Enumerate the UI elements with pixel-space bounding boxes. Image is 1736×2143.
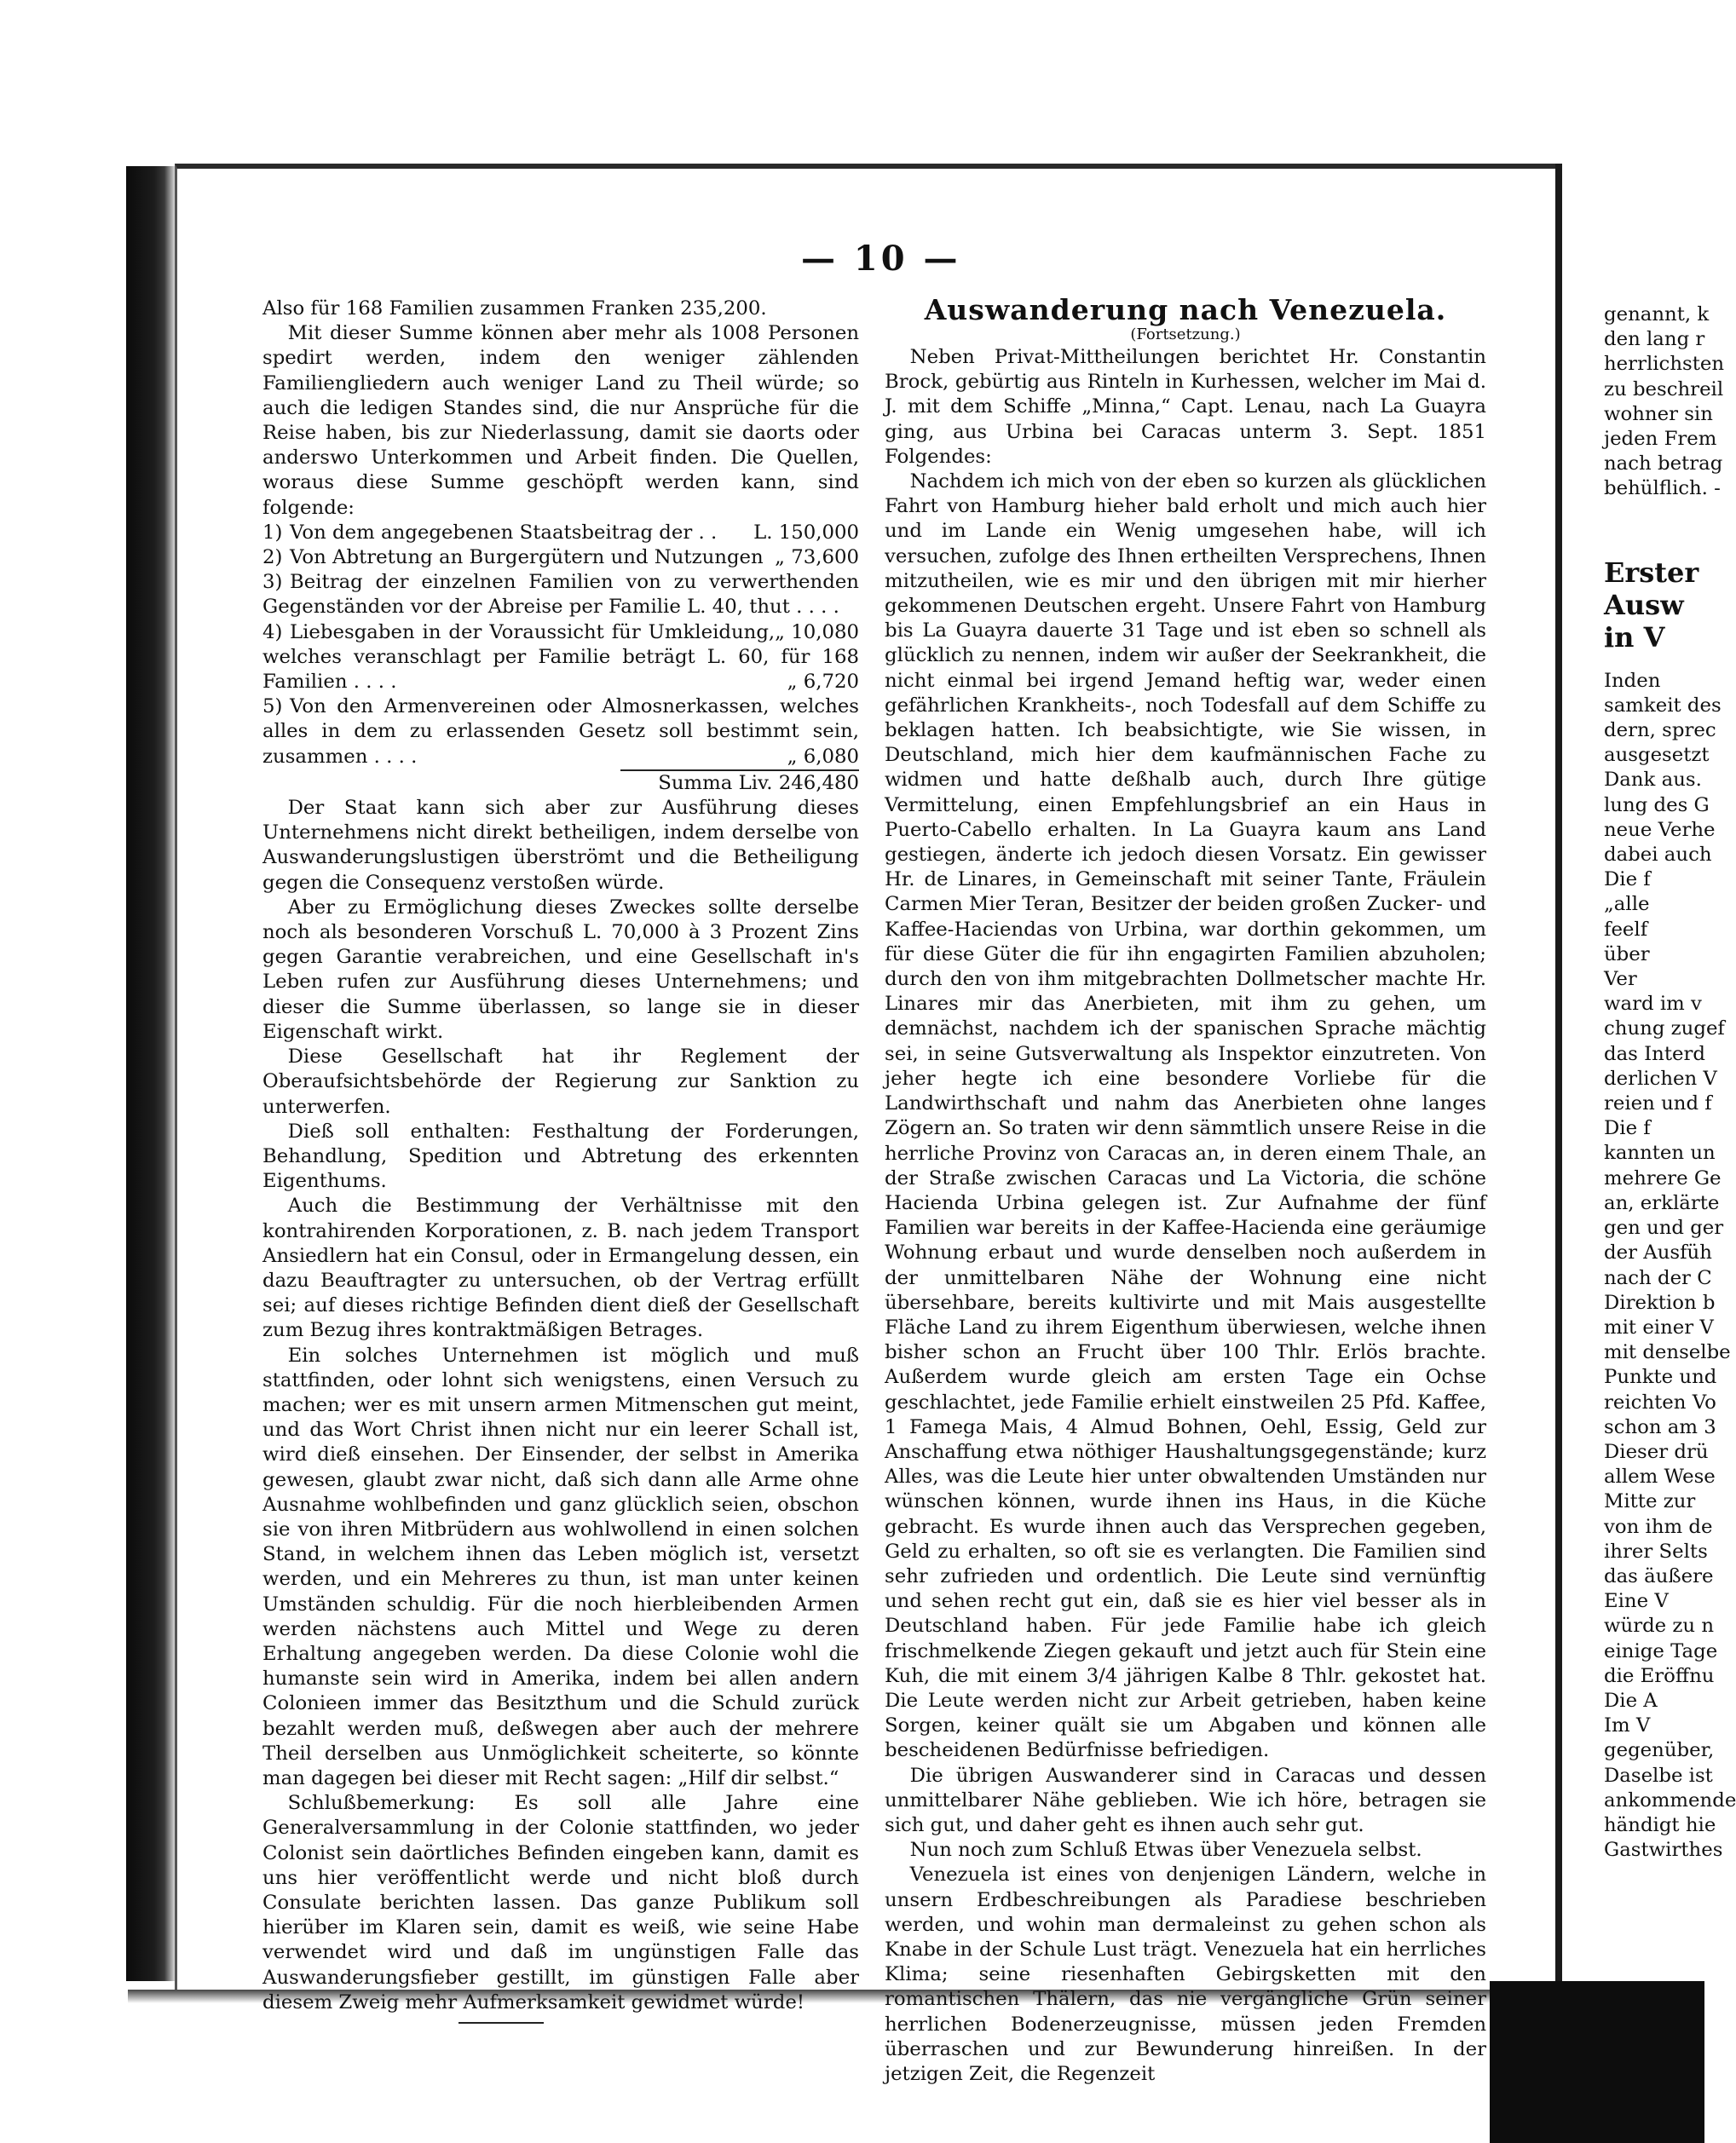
paragraph: Diese Gesellschaft hat ihr Reglement der Oberaufsichtsbehörde der Regierung zur Sanktion zu unterwerfen. xyxy=(262,1046,859,1118)
cropped-heading-line: Erster xyxy=(1604,556,1699,589)
right-column-cropped xyxy=(1604,302,1736,1863)
article-title: Auswanderung nach Venezuela. xyxy=(924,293,1447,326)
list-item: 5) Von den Armenvereinen oder Almosnerkassen, welches alles in dem zu erlassenden Gesetz soll bestimmt sein, zusammen . . . . „ 6,080 xyxy=(262,695,859,768)
sources-list xyxy=(262,521,859,769)
cropped-line: Die f xyxy=(1604,868,1651,891)
sum-line: Summa Liv. 246,480 xyxy=(620,769,859,796)
cropped-line: Dank aus. xyxy=(1604,769,1702,792)
cropped-line: mit einer V xyxy=(1604,1316,1714,1339)
cropped-line: Im V xyxy=(1604,1714,1651,1737)
cropped-line: nach betrag xyxy=(1604,452,1723,475)
cropped-heading-line: in V xyxy=(1604,620,1665,654)
paragraph: Neben Privat-Mittheilungen berichtet Hr. Constantin Brock, gebürtig aus Rinteln in Kurhessen, welcher im Mai d. J. mit dem Schiffe „Minna,“ Capt. Lenau, nach La Guayra ging, aus Urbina bei Caracas unterm 3. Sept. 1851 Folgendes: xyxy=(885,346,1486,468)
cropped-line: nach der C xyxy=(1604,1266,1712,1289)
cropped-line: dabei auch xyxy=(1604,844,1712,867)
cropped-line: mit denselbe xyxy=(1604,1341,1731,1364)
cropped-line: Gastwirthes xyxy=(1604,1839,1723,1862)
cropped-line: den lang r xyxy=(1604,328,1705,351)
paragraph: Dieß soll enthalten: Festhaltung der Forderungen, Behandlung, Spedition und Abtretung des erkennten Eigenthums. xyxy=(262,1120,859,1193)
cropped-line: „alle xyxy=(1604,893,1650,916)
cropped-line: allem Wese xyxy=(1604,1466,1716,1489)
cropped-line: samkeit des xyxy=(1604,694,1722,717)
cropped-line: chung zugef xyxy=(1604,1017,1725,1040)
paragraph: Venezuela ist eines von denjenigen Ländern, welche in unsern Erdbeschreibungen als Paradiese beschrieben werden, und wohin man dermaleinst zu gehen schon als Knabe in der Schule Lust trägt. Venezuela hat ein herrliches Klima; seine riesenhaften Gebirgsketten mit den romantischen Thälern, das nie vergängliche Grün seiner herrlichen Bodenerzeugnisse, müssen jeden Fremden überraschen und zur Bewunderung hinreißen. In der jetzigen Zeit, die Regenzeit xyxy=(885,1864,1486,2086)
cropped-line: ankommende xyxy=(1604,1789,1736,1812)
cropped-line: feelf xyxy=(1604,918,1648,941)
cropped-line: jeden Frem xyxy=(1604,428,1717,451)
paragraph: Nachdem ich mich von der eben so kurzen als glücklichen Fahrt von Hamburg hieher bald erholt und mich auch hier und im Lande ein Wenig umgesehen habe, will ich versuchen, zufolge des Ihnen ertheilten Versprechens, Ihnen mitzutheilen, wie es mir und den übrigen mit mir hierher gekommenen Deutschen ergeht. Unsere Fahrt von Hamburg bis La Guayra dauerte 31 Tage und ist eben so schnell als glücklich zu nennen, indem wir außer der Seekrankheit, die nicht einmal bei irgend Jemand heftig war, weder einen gefährlichen Krankheits-, noch Todesfall auf dem Schiffe zu beklagen hatten. Ich beabsichtigte, wie Sie wissen, in Deutschland, mich hier dem kaufmännischen Fache zu widmen und hatte deßhalb auch, durch Ihre gütige Vermittelung, einen Empfehlungsbrief an ein Haus in Puerto-Cabello erhalten. In La Guayra kaum ans Land gestiegen, änderte ich jedoch diesen Vorsatz. Ein gewisser Hr. de Linares, in Gemeinschaft mit seiner Tante, Fräulein Carmen Mier Teran, Besitzer der beiden großen Zucker- und Kaffee-Haciendas von Urbina, war dorthin gekommen, um für diese Güter die für ihn engagirten Familien abzuholen; durch den von ihm mitgebrachten Dollmetscher machte Hr. Linares mir das Anerbieten, mit ihm zu gehen, um demnächst, nachdem ich der spanischen Sprache mächtig sei, in seine Gutsverwaltung als Inspektor einzutreten. Von jeher hegte ich eine besondere Vorliebe für die Landwirthschaft und nahm das Anerbieten ohne langes Zögern an. So traten wir denn sämmtlich unsere Reise in die herrliche Provinz von Caracas an, in deren einem Thale, an der Straße zwischen Caracas und La Victoria, die schöne Hacienda Urbina gelegen ist. Zur Aufnahme der fünf Familien war bereits in der Kaffee-Hacienda eine geräumige Wohnung erbaut und wurde denselben noch außerdem in der unmittelbaren Nähe der Wohnung eine nicht übersehbare, bereits kultivirte und mit Mais ausgestellte Fläche Land zu ihrem Eigenthum überwiesen, welche ihnen bisher schon an Frucht über 100 Thlr. Erlös brachte. Außerdem wurde gleich am ersten Tage ein Ochse geschlachtet, jede Familie erhielt einstweilen 25 Pfd. Kaffee, 1 Famega Mais, 4 Almud Bohnen, Oehl, Essig, Geld zur Anschaffung etwa nöthiger Haushaltungsgegenstände; kurz Alles, was die Leute hier unter obwaltenden Umständen nur wünschen können, wurde ihnen ins Haus, in die Küche gebracht. Es wurde ihnen auch das Versprechen gegeben, Geld zu erhalten, so oft sie es verlangten. Die Familien sind sehr zufrieden und ordentlich. Die Leute sind vernünftig und sehen recht gut ein, daß sie es hier viel besser als in Deutschland haben. Für jede Familie habe ich gleich frischmelkende Ziegen gekauft und jetzt auch für Stein eine Kuh, die mit einem 3/4 jährigen Kalbe 8 Thlr. gekostet hat. Die Leute werden nicht zur Arbeit getrieben, haben keine Sorgen, keiner quält sie um Abgaben und können alle bescheidenen Bedürfnisse befriedigen. xyxy=(885,470,1486,1762)
paragraph: Ein solches Unternehmen ist möglich und muß stattfinden, oder lohnt sich wenigstens, einen Versuch zu machen; wer es mit unsern armen Mitmenschen gut meint, und das Wort Christ ihnen nicht nur ein leerer Schall ist, wird dieß einsehen. Der Einsender, der selbst in Amerika gewesen, glaubt zwar nicht, daß sich dann alle Arme ohne Ausnahme wohlbefinden und ganz glücklich seien, obschon sie von ihren Mitbrüdern aus wohlwollend in einen solchen Stand, in welchem ihnen das Leben möglich ist, versetzt werden, und ein Mehreres zu thun, ist man unter keinen Umständen schuldig. Für die noch hierbleibenden Armen werden nächstens auch Mittel und Wege zu deren Erhaltung angegeben werden. Da diese Colonie wohl die humanste sein wird in Amerika, indem bei allen andern Colonieen immer das Besitzthum und die Schuld zurück bezahlt werden muß, deßwegen aber auch der mehrere Theil derselben aus Unmöglichkeit scheiterte, so könnte man dagegen bei dieser mit Recht sagen: „Hilf dir selbst.“ xyxy=(262,1344,859,1789)
cropped-line: Die A xyxy=(1604,1689,1658,1712)
cropped-lines-bottom xyxy=(1604,669,1736,1864)
cropped-line: das äußere xyxy=(1604,1564,1714,1587)
scan-dark-corner xyxy=(1490,1981,1704,2143)
cropped-line: genannt, k xyxy=(1604,303,1710,325)
gutter-line xyxy=(1555,164,1562,1991)
cropped-line: würde zu n xyxy=(1604,1615,1715,1638)
cropped-line: Ver xyxy=(1604,968,1637,991)
cropped-line: ward im v xyxy=(1604,993,1702,1016)
paragraph: Nun noch zum Schluß Etwas über Venezuela selbst. xyxy=(909,1839,1422,1862)
cropped-line: Direktion b xyxy=(1604,1291,1716,1314)
cropped-line: einige Tage xyxy=(1604,1639,1718,1662)
cropped-line: neue Verhe xyxy=(1604,818,1716,841)
cropped-line: schon am 3 xyxy=(1604,1415,1716,1438)
list-item: 1) Von dem angegebenen Staatsbeitrag der . . L. 150,000 xyxy=(262,521,859,544)
cropped-line: zu beschreil xyxy=(1604,377,1724,400)
cropped-line: kannten un xyxy=(1604,1142,1716,1165)
cropped-lines-top xyxy=(1604,302,1725,502)
paragraph: Also für 168 Familien zusammen Franken 235,200. xyxy=(262,297,767,320)
cropped-line: ihrer Selts xyxy=(1604,1540,1708,1563)
cropped-line: das Interd xyxy=(1604,1042,1705,1065)
cropped-line: der Ausfüh xyxy=(1604,1241,1712,1264)
list-item: 4) Liebesgaben in der Voraussicht für Umkleidung, welches veranschlagt per Familie beträgt L. 60, für 168 Familien . . . . „ 6,720 xyxy=(262,620,859,694)
cropped-line: Dieser drü xyxy=(1604,1440,1709,1463)
cropped-line: Punkte und xyxy=(1604,1366,1717,1389)
paragraph: Aber zu Ermöglichung dieses Zweckes sollte derselbe noch als besonderen Vorschuß L. 70,000 à 3 Prozent Zins gegen Garantie verabreichen, und eine Gesellschaft in's Leben rufen zur Ausführung dieses Unternehmens; und dieser die Summe überlassen, so lange sie in dieser Eigenschaft wirkt. xyxy=(262,896,859,1043)
cropped-line: reichten Vo xyxy=(1604,1391,1716,1414)
cropped-line: die Eröffnu xyxy=(1604,1664,1715,1687)
book-spine-shadow xyxy=(126,166,177,1981)
paragraph: Der Staat kann sich aber zur Ausführung dieses Unternehmens nicht direkt betheiligen, indem derselbe von Auswanderungslustigen überströmt und die Betheiligung gegen die Consequenz verstoßen würde. xyxy=(262,797,859,894)
list-item: 3) Beitrag der einzelnen Familien von zu verwerthenden Gegenständen vor der Abreise per Familie L. 40, thut . . . . „ 10,080 xyxy=(262,571,859,643)
cropped-line: behülflich. - xyxy=(1604,477,1721,500)
cropped-line: gen und ger xyxy=(1604,1217,1724,1240)
page-number: — 10 — xyxy=(801,239,961,279)
paragraph: Schlußbemerkung: Es soll alle Jahre eine Generalversammlung in der Colonie stattfinden, wo jeder Colonist sein daörtliches Befinden eingeben kann, damit es uns hier veröffentlicht werde und nicht bloß durch Consulate berichten lassen. Das ganze Publikum soll hierüber im Klaren sein, damit es weiß, wie seine Habe verwendet wird und daß im ungünstigen Falle das Auswanderungsfieber gestillt, im günstigen Falle aber diesem Zweig mehr Aufmerksamkeit gewidmet würde! xyxy=(262,1792,859,2013)
cropped-line: dern, sprec xyxy=(1604,719,1716,742)
cropped-line: ausgesetzt xyxy=(1604,744,1710,767)
cropped-line: Die f xyxy=(1604,1117,1651,1140)
cropped-line: herrlichsten xyxy=(1604,353,1725,376)
paragraph: Mit dieser Summe können aber mehr als 1008 Personen spedirt werden, indem den weniger zählenden Familiengliedern auch weniger Land zu Theil würde; so auch die ledigen Standes sind, die nur Ansprüche für die Reise haben, bis zur Niederlassung, damit sie daorts oder anderswo Unterkommen und Arbeit finden. Die Quellen, woraus diese Summe geschöpft werden kann, sind folgende: xyxy=(262,322,859,519)
cropped-line: von ihm de xyxy=(1604,1515,1713,1538)
cropped-line: an, erklärte xyxy=(1604,1191,1720,1214)
cropped-heading-line: Ausw xyxy=(1604,588,1684,621)
cropped-heading xyxy=(1604,556,1704,654)
cropped-line: Eine V xyxy=(1604,1590,1669,1613)
cropped-line: wohner sin xyxy=(1604,402,1713,425)
paragraph: Die übrigen Auswanderer sind in Caracas und dessen unmittelbarer Nähe geblieben. Wie ich höre, betragen sie sich gut, und daher geht es ihnen auch sehr gut. xyxy=(885,1764,1486,1836)
cropped-line: Mitte zur xyxy=(1604,1490,1696,1513)
cropped-line: gegenüber, xyxy=(1604,1739,1715,1762)
cropped-line: reien und f xyxy=(1604,1092,1712,1115)
paragraph: Auch die Bestimmung der Verhältnisse mit den kontrahirenden Korporationen, z. B. nach jedem Transport Ansiedlern hat ein Consul, oder in Ermangelung dessen, ein dazu Beauftragter zu untersuchen, ob der Vertrag erfüllt sei; auf dieses richtige Befinden dient dieß der Gesellschaft zum Bezug ihres kontraktmäßigen Betrages. xyxy=(262,1195,859,1342)
cropped-line: über xyxy=(1604,942,1650,965)
cropped-line: händigt hie xyxy=(1604,1813,1716,1836)
middle-column xyxy=(885,345,1486,2087)
list-item: 2) Von Abtretung an Burgergütern und Nutzungen „ 73,600 xyxy=(262,546,859,569)
cropped-line: Daselbe ist xyxy=(1604,1764,1713,1787)
cropped-line: lung des G xyxy=(1604,793,1710,816)
cropped-line: mehrere Ge xyxy=(1604,1167,1722,1190)
cropped-line: Inden xyxy=(1604,669,1661,692)
article-subtitle: (Fortsetzung.) xyxy=(1130,325,1241,343)
left-column xyxy=(262,297,859,2024)
cropped-line: derlichen V xyxy=(1604,1067,1717,1090)
end-rule xyxy=(459,2022,544,2024)
